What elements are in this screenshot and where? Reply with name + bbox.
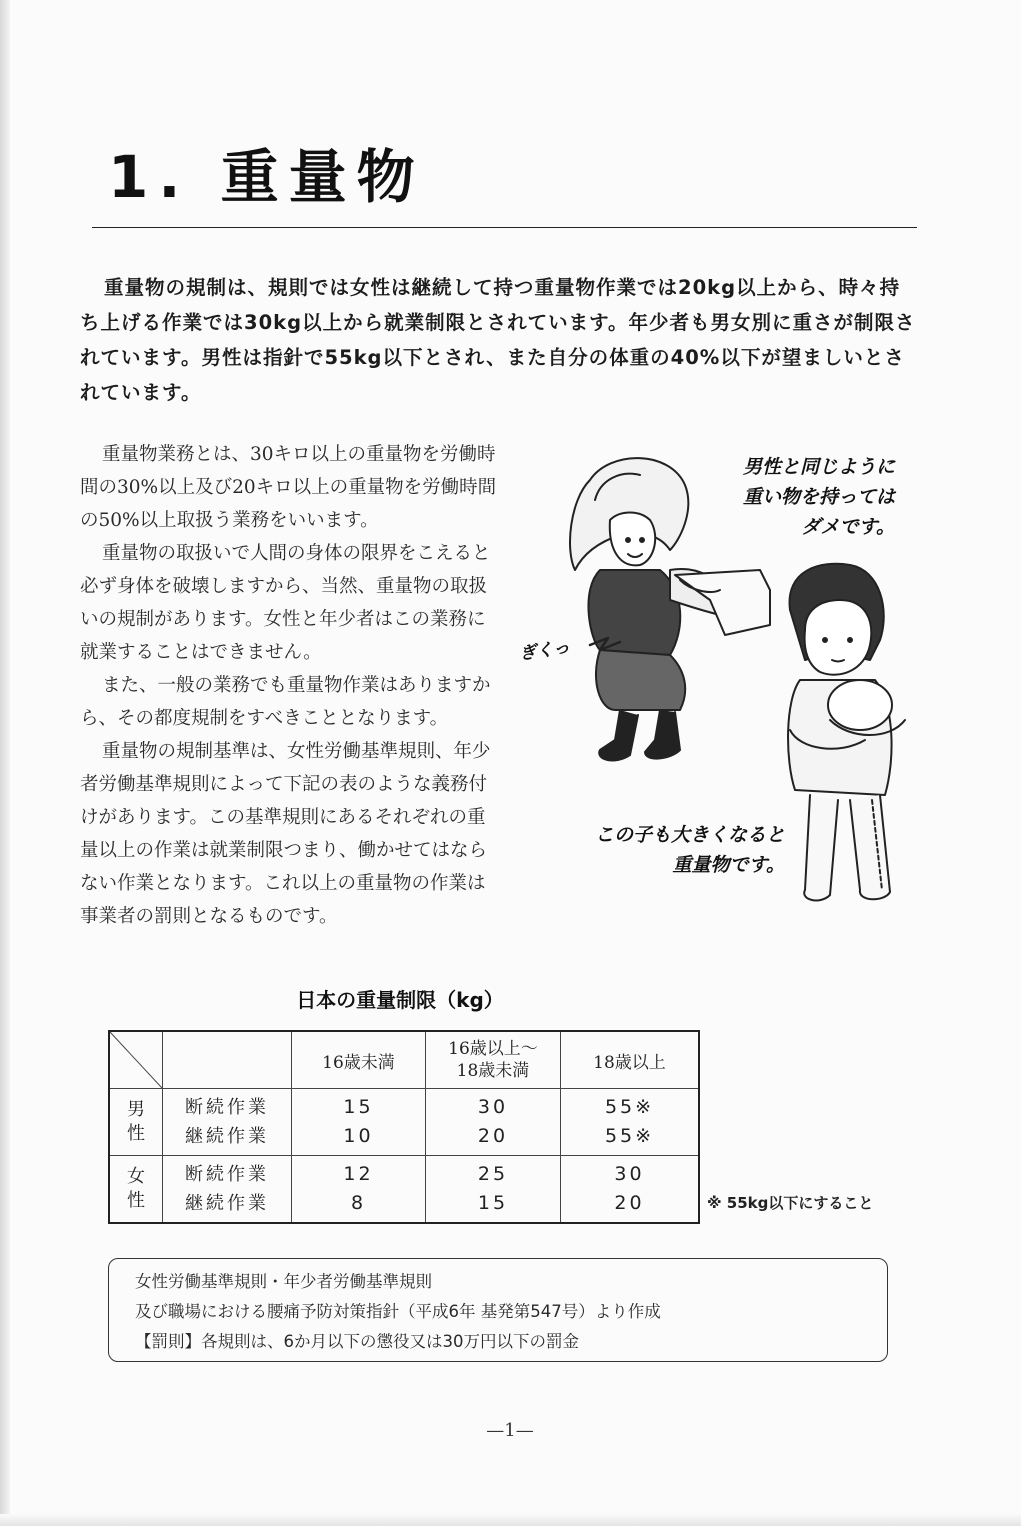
work-types-male: [163, 1089, 292, 1156]
work-types-female: [163, 1156, 292, 1224]
body-text: [80, 438, 500, 933]
header-under-16: 16歳未満: [292, 1031, 426, 1089]
source-line-1: 女性労働基準規則・年少者労働基準規則: [135, 1272, 432, 1291]
body-paragraph-1: 重量物業務とは、30キロ以上の重量物を労働時間の30%以上及び20キロ以上の重量物を労働時間の50%以上取扱う業務をいいます。: [80, 444, 497, 531]
table-cell: 20: [614, 1192, 645, 1214]
source-line-2: 及び職場における腰痛予防対策指針（平成6年 基発第547号）より作成: [135, 1302, 661, 1321]
penalty-line: 【罰則】各規則は、6か月以下の懲役又は30万円以下の罰金: [135, 1332, 579, 1351]
work-type-continuous: 継続作業: [185, 1126, 269, 1147]
page-title: 1. 重量物: [108, 143, 425, 211]
table-header-row: [109, 1031, 699, 1089]
table-cell: 15: [343, 1096, 374, 1118]
group-label-female: [109, 1156, 163, 1224]
caption-woman-line-2: 重い物を持っては: [742, 486, 895, 508]
header-16-to-18-line-2: 18歳未満: [456, 1061, 530, 1081]
table-cell: 55※: [604, 1125, 655, 1147]
work-type-intermittent: 断続作業: [185, 1097, 269, 1118]
male-under-16-values: [292, 1089, 426, 1156]
header-16-to-18: [426, 1031, 561, 1089]
female-16-to-18-values: [426, 1156, 561, 1224]
source-note-box: [108, 1258, 888, 1362]
table-cell: 8: [350, 1192, 367, 1214]
header-16-to-18-line-1: 16歳以上～: [448, 1039, 538, 1059]
header-18-plus: 18歳以上: [561, 1031, 700, 1089]
group-label-male-char-1: 男: [127, 1099, 145, 1120]
table-footnote: ※ 55kg以下にすること: [707, 1194, 874, 1212]
work-type-intermittent: 断続作業: [185, 1164, 269, 1185]
corner-cell: [109, 1031, 163, 1089]
body-paragraph-4: 重量物の規制基準は、女性労働基準規則、年少者労働基準規則によって下記の表のような義務付けがあります。この基準規則にあるそれぞれの重量以上の作業は就業制限つまり、働かせてはならない作業となります。これ以上の重量物の作業は事業者の罰則となるものです。: [80, 741, 491, 927]
page-edge-shadow: [0, 0, 10, 1526]
page-bottom-shadow: [0, 1514, 1021, 1526]
child-figure: [788, 564, 905, 901]
caption-woman: [700, 452, 895, 542]
caption-child-line-2: 重量物です。: [672, 854, 785, 876]
body-paragraph-2: 重量物の取扱いで人間の身体の限界をこえると必ず身体を破壊しますから、当然、重量物の取扱いの規制があります。女性と年少者はこの業務に就業することはできません。: [80, 543, 491, 663]
title-underline: [92, 227, 917, 228]
female-18-plus-values: [561, 1156, 700, 1224]
caption-child: [560, 820, 785, 880]
table-row-female: [109, 1156, 699, 1224]
table-title: 日本の重量制限（kg）: [296, 988, 504, 1012]
corner-diagonal: [110, 1032, 162, 1088]
table-cell: 20: [477, 1125, 509, 1147]
weight-limit-table: [108, 1030, 700, 1224]
table-cell: 12: [343, 1163, 374, 1185]
group-label-male-char-2: 性: [127, 1123, 145, 1144]
table-cell: 30: [477, 1096, 509, 1118]
table-row-male: [109, 1089, 699, 1156]
table-cell: 10: [343, 1125, 374, 1147]
female-under-16-values: [292, 1156, 426, 1224]
male-18-plus-values: [561, 1089, 700, 1156]
body-paragraph-3: また、一般の業務でも重量物作業はありますから、その都度規制をすべきこととなります。: [80, 675, 491, 729]
group-label-male: [109, 1089, 163, 1156]
table-cell: 55※: [604, 1096, 655, 1118]
header-blank-cell: [163, 1031, 292, 1089]
male-16-to-18-values: [426, 1089, 561, 1156]
caption-woman-line-1: 男性と同じように: [742, 456, 895, 478]
table-cell: 25: [477, 1163, 509, 1185]
table-cell: 15: [477, 1192, 509, 1214]
caption-woman-line-3: ダメです。: [801, 516, 895, 538]
group-label-female-char-2: 性: [127, 1190, 145, 1211]
sound-effect: ぎくっ: [518, 637, 572, 665]
group-label-female-char-1: 女: [127, 1166, 145, 1187]
caption-child-line-1: この子も大きくなると: [594, 824, 785, 846]
work-type-continuous: 継続作業: [185, 1193, 269, 1214]
page-number: —1—: [486, 1420, 534, 1441]
table-cell: 30: [614, 1163, 645, 1185]
intro-paragraph: 重量物の規制は、規則では女性は継続して持つ重量物作業では20kg以上から、時々持ち上げる作業では30kg以上から就業制限とされています。年少者も男女別に重さが制限されています。男性は指針で55kg以下とされ、また自分の体重の40%以下が望ましいとされています。: [80, 276, 916, 404]
